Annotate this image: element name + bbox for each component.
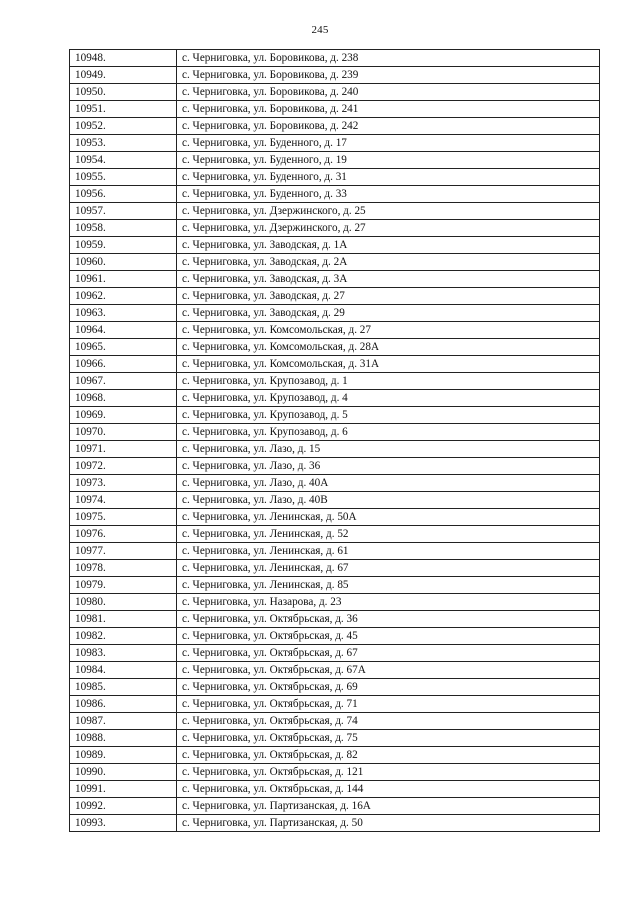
- row-address: с. Черниговка, ул. Октябрьская, д. 67А: [177, 662, 600, 679]
- table-row: [70, 118, 600, 135]
- row-number: 10973.: [70, 475, 177, 492]
- row-number: 10958.: [70, 220, 177, 237]
- row-number: 10953.: [70, 135, 177, 152]
- row-number: 10964.: [70, 322, 177, 339]
- page-number: 245: [311, 24, 329, 36]
- table-row: [70, 492, 600, 509]
- row-number: 10981.: [70, 611, 177, 628]
- row-number: 10952.: [70, 118, 177, 135]
- row-address: с. Черниговка, ул. Заводская, д. 29: [177, 305, 600, 322]
- row-number: 10984.: [70, 662, 177, 679]
- table-row: [70, 101, 600, 118]
- row-number: 10960.: [70, 254, 177, 271]
- row-number: 10956.: [70, 186, 177, 203]
- row-address: с. Черниговка, ул. Крупозавод, д. 5: [177, 407, 600, 424]
- row-address: с. Черниговка, ул. Заводская, д. 3А: [177, 271, 600, 288]
- table-row: [70, 679, 600, 696]
- row-address: с. Черниговка, ул. Октябрьская, д. 82: [177, 747, 600, 764]
- row-address: с. Черниговка, ул. Крупозавод, д. 6: [177, 424, 600, 441]
- address-table-body: [70, 50, 600, 832]
- row-number: 10971.: [70, 441, 177, 458]
- table-row: [70, 373, 600, 390]
- row-address: с. Черниговка, ул. Октябрьская, д. 144: [177, 781, 600, 798]
- row-number: 10977.: [70, 543, 177, 560]
- row-address: с. Черниговка, ул. Октябрьская, д. 36: [177, 611, 600, 628]
- table-row: [70, 186, 600, 203]
- table-row: [70, 475, 600, 492]
- table-row: [70, 339, 600, 356]
- table-row: [70, 322, 600, 339]
- table-row: [70, 628, 600, 645]
- row-number: 10975.: [70, 509, 177, 526]
- row-address: с. Черниговка, ул. Партизанская, д. 16А: [177, 798, 600, 815]
- row-address: с. Черниговка, ул. Октябрьская, д. 121: [177, 764, 600, 781]
- row-address: с. Черниговка, ул. Крупозавод, д. 1: [177, 373, 600, 390]
- row-number: 10974.: [70, 492, 177, 509]
- row-address: с. Черниговка, ул. Комсомольская, д. 27: [177, 322, 600, 339]
- row-address: с. Черниговка, ул. Октябрьская, д. 71: [177, 696, 600, 713]
- row-number: 10992.: [70, 798, 177, 815]
- table-row: [70, 271, 600, 288]
- row-address: с. Черниговка, ул. Ленинская, д. 67: [177, 560, 600, 577]
- row-address: с. Черниговка, ул. Боровикова, д. 239: [177, 67, 600, 84]
- table-row: [70, 356, 600, 373]
- row-number: 10979.: [70, 577, 177, 594]
- row-address: с. Черниговка, ул. Комсомольская, д. 31А: [177, 356, 600, 373]
- row-address: с. Черниговка, ул. Буденного, д. 31: [177, 169, 600, 186]
- row-address: с. Черниговка, ул. Буденного, д. 17: [177, 135, 600, 152]
- row-address: с. Черниговка, ул. Ленинская, д. 50А: [177, 509, 600, 526]
- row-address: с. Черниговка, ул. Буденного, д. 19: [177, 152, 600, 169]
- table-row: [70, 237, 600, 254]
- table-row: [70, 220, 600, 237]
- table-row: [70, 577, 600, 594]
- table-row: [70, 152, 600, 169]
- row-number: 10980.: [70, 594, 177, 611]
- row-address: с. Черниговка, ул. Октябрьская, д. 45: [177, 628, 600, 645]
- row-address: с. Черниговка, ул. Заводская, д. 1А: [177, 237, 600, 254]
- table-row: [70, 747, 600, 764]
- table-row: [70, 288, 600, 305]
- row-number: 10966.: [70, 356, 177, 373]
- row-number: 10968.: [70, 390, 177, 407]
- row-address: с. Черниговка, ул. Октябрьская, д. 67: [177, 645, 600, 662]
- row-address: с. Черниговка, ул. Ленинская, д. 61: [177, 543, 600, 560]
- address-table: [69, 49, 600, 832]
- row-number: 10949.: [70, 67, 177, 84]
- table-row: [70, 781, 600, 798]
- row-address: с. Черниговка, ул. Лазо, д. 40А: [177, 475, 600, 492]
- table-row: [70, 713, 600, 730]
- row-number: 10969.: [70, 407, 177, 424]
- table-row: [70, 594, 600, 611]
- table-row: [70, 50, 600, 67]
- row-number: 10967.: [70, 373, 177, 390]
- row-address: с. Черниговка, ул. Буденного, д. 33: [177, 186, 600, 203]
- row-address: с. Черниговка, ул. Дзержинского, д. 25: [177, 203, 600, 220]
- row-address: с. Черниговка, ул. Назарова, д. 23: [177, 594, 600, 611]
- row-number: 10990.: [70, 764, 177, 781]
- row-address: с. Черниговка, ул. Лазо, д. 15: [177, 441, 600, 458]
- table-row: [70, 84, 600, 101]
- row-number: 10959.: [70, 237, 177, 254]
- row-address: с. Черниговка, ул. Лазо, д. 40В: [177, 492, 600, 509]
- row-number: 10963.: [70, 305, 177, 322]
- table-row: [70, 203, 600, 220]
- row-number: 10965.: [70, 339, 177, 356]
- table-row: [70, 611, 600, 628]
- row-number: 10982.: [70, 628, 177, 645]
- row-number: 10962.: [70, 288, 177, 305]
- table-row: [70, 407, 600, 424]
- row-address: с. Черниговка, ул. Комсомольская, д. 28А: [177, 339, 600, 356]
- row-number: 10991.: [70, 781, 177, 798]
- row-number: 10987.: [70, 713, 177, 730]
- row-number: 10989.: [70, 747, 177, 764]
- row-address: с. Черниговка, ул. Партизанская, д. 50: [177, 815, 600, 832]
- row-number: 10976.: [70, 526, 177, 543]
- table-row: [70, 458, 600, 475]
- row-number: 10950.: [70, 84, 177, 101]
- row-number: 10983.: [70, 645, 177, 662]
- row-address: с. Черниговка, ул. Ленинская, д. 52: [177, 526, 600, 543]
- table-row: [70, 560, 600, 577]
- table-row: [70, 730, 600, 747]
- row-address: с. Черниговка, ул. Боровикова, д. 242: [177, 118, 600, 135]
- row-address: с. Черниговка, ул. Заводская, д. 2А: [177, 254, 600, 271]
- row-number: 10955.: [70, 169, 177, 186]
- row-address: с. Черниговка, ул. Заводская, д. 27: [177, 288, 600, 305]
- row-address: с. Черниговка, ул. Боровикова, д. 241: [177, 101, 600, 118]
- table-row: [70, 67, 600, 84]
- row-number: 10951.: [70, 101, 177, 118]
- row-address: с. Черниговка, ул. Октябрьская, д. 74: [177, 713, 600, 730]
- row-number: 10961.: [70, 271, 177, 288]
- table-row: [70, 305, 600, 322]
- row-number: 10985.: [70, 679, 177, 696]
- table-row: [70, 441, 600, 458]
- row-number: 10986.: [70, 696, 177, 713]
- table-row: [70, 764, 600, 781]
- row-number: 10993.: [70, 815, 177, 832]
- row-address: с. Черниговка, ул. Боровикова, д. 238: [177, 50, 600, 67]
- row-number: 10948.: [70, 50, 177, 67]
- table-row: [70, 135, 600, 152]
- row-number: 10954.: [70, 152, 177, 169]
- row-address: с. Черниговка, ул. Октябрьская, д. 69: [177, 679, 600, 696]
- table-row: [70, 424, 600, 441]
- table-row: [70, 509, 600, 526]
- row-address: с. Черниговка, ул. Дзержинского, д. 27: [177, 220, 600, 237]
- row-address: с. Черниговка, ул. Крупозавод, д. 4: [177, 390, 600, 407]
- row-address: с. Черниговка, ул. Ленинская, д. 85: [177, 577, 600, 594]
- row-number: 10957.: [70, 203, 177, 220]
- row-address: с. Черниговка, ул. Лазо, д. 36: [177, 458, 600, 475]
- table-row: [70, 254, 600, 271]
- row-address: с. Черниговка, ул. Октябрьская, д. 75: [177, 730, 600, 747]
- row-address: с. Черниговка, ул. Боровикова, д. 240: [177, 84, 600, 101]
- table-row: [70, 696, 600, 713]
- table-row: [70, 645, 600, 662]
- table-row: [70, 543, 600, 560]
- table-row: [70, 526, 600, 543]
- table-row: [70, 169, 600, 186]
- row-number: 10972.: [70, 458, 177, 475]
- table-row: [70, 815, 600, 832]
- row-number: 10988.: [70, 730, 177, 747]
- row-number: 10970.: [70, 424, 177, 441]
- table-row: [70, 798, 600, 815]
- table-row: [70, 662, 600, 679]
- table-row: [70, 390, 600, 407]
- row-number: 10978.: [70, 560, 177, 577]
